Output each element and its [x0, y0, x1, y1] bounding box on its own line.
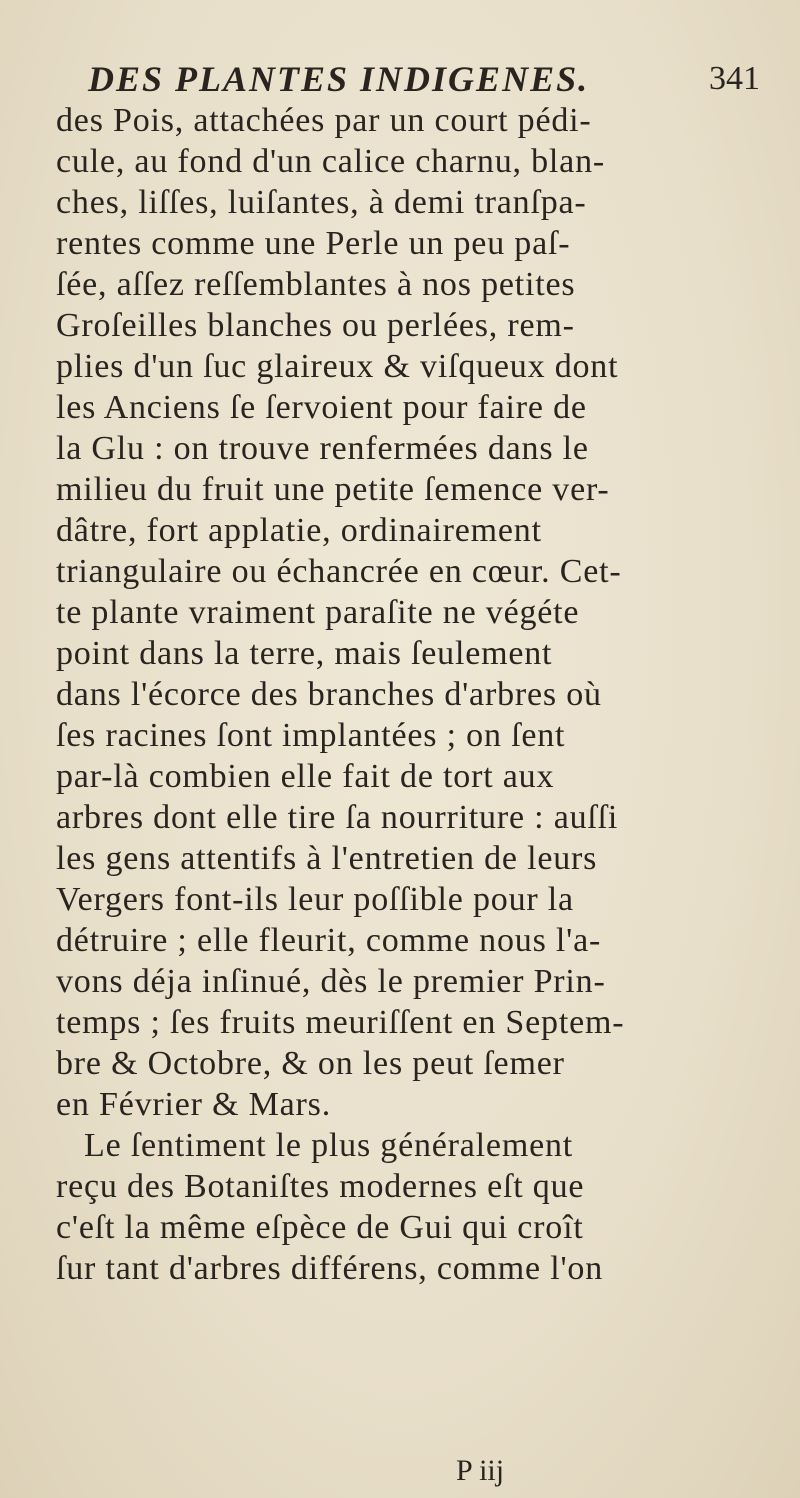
text-line: c'eſt la même eſpèce de Gui qui croît	[56, 1209, 584, 1246]
text-line: rentes comme une Perle un peu paſ-	[56, 225, 571, 262]
text-line: des Pois, attachées par un court pédi-	[56, 102, 592, 139]
paragraph-start-line: Le ſentiment le plus généralement	[84, 1127, 574, 1164]
text-line: les gens attentifs à l'entretien de leurs	[56, 840, 598, 877]
text-line: par-là combien elle fait de tort aux	[56, 758, 555, 795]
text-line: milieu du fruit une petite ſemence ver-	[56, 471, 610, 508]
text-line: vons déja inſinué, dès le premier Prin-	[56, 963, 606, 1000]
running-head: DES PLANTES INDIGENES.	[88, 59, 590, 99]
signature-mark: P iij	[456, 1454, 505, 1487]
text-line: Groſeilles blanches ou perlées, rem-	[56, 307, 575, 344]
text-line: ſur tant d'arbres différens, comme l'on	[56, 1250, 603, 1287]
text-line: ches, liſſes, luiſantes, à demi tranſpa-	[56, 184, 587, 221]
text-line: dâtre, fort applatie, ordinairement	[56, 512, 542, 549]
text-line: point dans la terre, mais ſeulement	[56, 635, 553, 672]
body-text	[56, 100, 766, 1289]
text-line: cule, au fond d'un calice charnu, blan-	[56, 143, 605, 180]
text-line: plies d'un ſuc glaireux & viſqueux dont	[56, 348, 619, 385]
text-line: reçu des Botaniſtes modernes eſt que	[56, 1168, 585, 1205]
page-header	[88, 58, 760, 102]
text-line: Vergers font-ils leur poſſible pour la	[56, 881, 574, 918]
text-line: triangulaire ou échancrée en cœur. Cet-	[56, 553, 622, 590]
page-number: 341	[709, 60, 760, 97]
text-line: les Anciens ſe ſervoient pour faire de	[56, 389, 587, 426]
text-line: arbres dont elle tire ſa nourriture : auſſi	[56, 799, 619, 836]
text-line: temps ; ſes fruits meuriſſent en Septem-	[56, 1004, 625, 1041]
text-line: bre & Octobre, & on les peut ſemer	[56, 1045, 565, 1082]
text-line: détruire ; elle fleurit, comme nous l'a-	[56, 922, 602, 959]
text-line: ſée, aſſez reſſemblantes à nos petites	[56, 266, 576, 303]
text-line: en Février & Mars.	[56, 1086, 331, 1123]
text-line: te plante vraiment paraſite ne végéte	[56, 594, 580, 631]
text-line: ſes racines ſont implantées ; on ſent	[56, 717, 566, 754]
text-line: dans l'écorce des branches d'arbres où	[56, 676, 602, 713]
text-line: la Glu : on trouve renfermées dans le	[56, 430, 589, 467]
